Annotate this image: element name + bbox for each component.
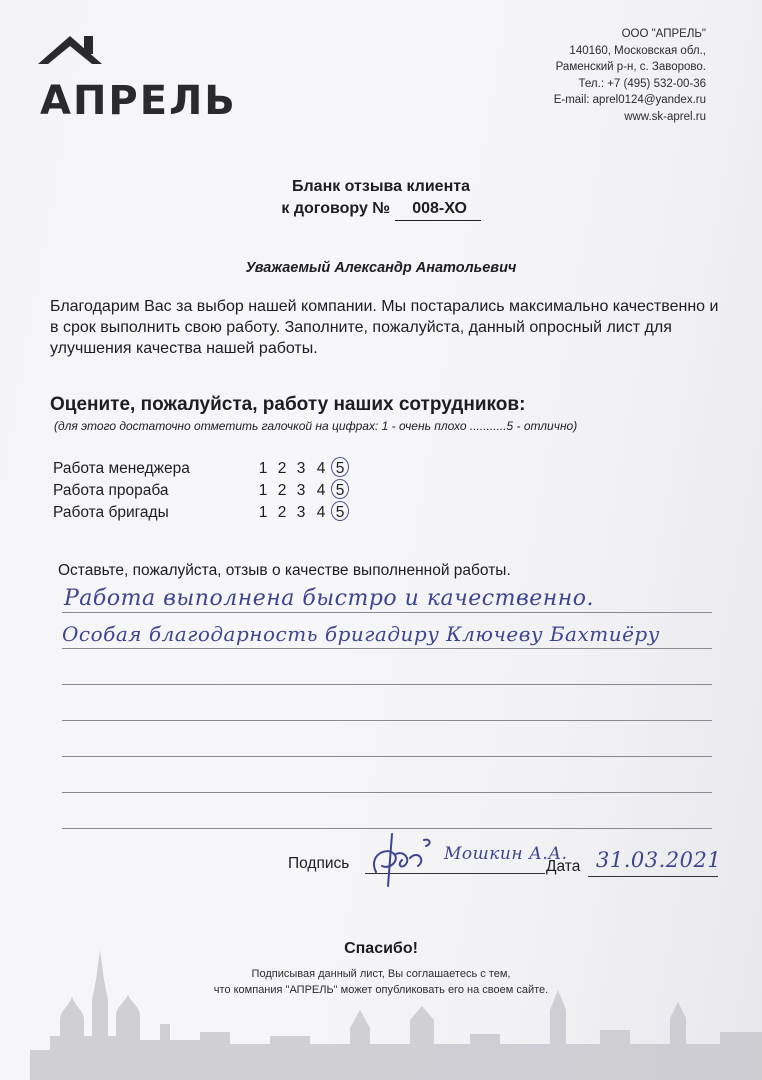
signature-label: Подпись (288, 855, 350, 872)
intro-paragraph: Благодарим Вас за выбор нашей компании. Мы постарались максимально качественно и в срок выполнить свою работу. Заполните, пожалуйста, данный опросный лист для улучшения качества нашей работы. (50, 298, 719, 357)
company-address-line2: Раменский р-н, с. Заворово. (555, 61, 706, 73)
date-value[interactable]: 31.03.2021 (596, 848, 722, 872)
selection-circle-mark (331, 479, 349, 499)
review-label: Оставьте, пожалуйста, отзыв о качестве выполненной работы. (58, 562, 511, 579)
review-line (62, 720, 712, 721)
rating-option[interactable]: 2 (277, 504, 287, 521)
rating-option[interactable]: 4 (316, 504, 326, 521)
rating-option[interactable]: 4 (316, 482, 326, 499)
review-handwritten-line[interactable]: Особая благодарность бригадиру Ключеву Бахтиёру (62, 622, 660, 646)
review-line (62, 756, 712, 757)
review-line (62, 684, 712, 685)
rating-row-manager (53, 460, 413, 482)
rating-option[interactable]: 3 (296, 460, 306, 477)
form-title: Бланк отзыва клиента (292, 178, 470, 195)
selection-circle-mark (331, 457, 349, 477)
consent-note (0, 966, 762, 998)
signature-scribble (366, 820, 446, 890)
rating-heading: Оцените, пожалуйста, работу наших сотрудников: (50, 394, 526, 415)
selection-circle-mark (331, 501, 349, 521)
contract-prefix: к договору № (281, 200, 391, 217)
review-handwritten-line[interactable]: Работа выполнена быстро и качественно. (64, 586, 595, 611)
review-line (62, 612, 712, 613)
consent-line: Подписывая данный лист, Вы соглашаетесь с тем, (251, 968, 511, 980)
rating-row-crew (53, 504, 413, 526)
rating-option[interactable]: 2 (277, 482, 287, 499)
ratings-list (53, 460, 413, 526)
rating-label: Работа бригады (53, 504, 169, 521)
rating-option[interactable]: 3 (296, 504, 306, 521)
contract-line (0, 198, 762, 221)
form-title-block (0, 176, 762, 221)
kremlin-skyline-watermark (30, 940, 762, 1080)
greeting: Уважаемый Александр Анатольевич (245, 260, 517, 276)
rating-option-selected[interactable]: 5 (335, 504, 345, 521)
rating-option-selected[interactable]: 5 (335, 460, 345, 477)
rating-option[interactable]: 2 (277, 460, 287, 477)
contract-number: 008-ХО (395, 198, 481, 221)
date-label: Дата (546, 858, 581, 875)
company-logo-text: АПРЕЛЬ (40, 78, 237, 124)
signature-name[interactable]: Мошкин А.А. (444, 844, 568, 864)
consent-line: что компания "АПРЕЛЬ" может опубликовать его на своем сайте. (213, 984, 549, 996)
company-website: www.sk-aprel.ru (624, 110, 706, 123)
rating-option[interactable]: 1 (258, 482, 268, 499)
company-address-line1: 140160, Московская обл., (569, 44, 706, 57)
rating-option[interactable]: 3 (296, 482, 306, 499)
date-line (588, 876, 718, 877)
house-roof-icon (36, 30, 106, 80)
rating-option[interactable]: 1 (258, 504, 268, 521)
rating-option[interactable]: 4 (316, 460, 326, 477)
rating-hint: (для этого достаточно отметить галочкой на цифрах: 1 - очень плохо ...........5 - отлично) (54, 419, 578, 433)
company-info (554, 26, 706, 125)
thanks-heading: Спасибо! (344, 940, 418, 957)
rating-option[interactable]: 1 (258, 460, 268, 477)
rating-label: Работа менеджера (53, 460, 190, 477)
rating-label: Работа прораба (53, 482, 169, 499)
company-email: E-mail: aprel0124@yandex.ru (553, 94, 706, 106)
rating-row-foreman (53, 482, 413, 504)
review-line (62, 792, 712, 793)
company-phone: Тел.: +7 (495) 532-00-36 (578, 77, 706, 90)
review-line (62, 648, 712, 649)
rating-option-selected[interactable]: 5 (335, 482, 345, 499)
company-name: ООО "АПРЕЛЬ" (621, 28, 706, 40)
